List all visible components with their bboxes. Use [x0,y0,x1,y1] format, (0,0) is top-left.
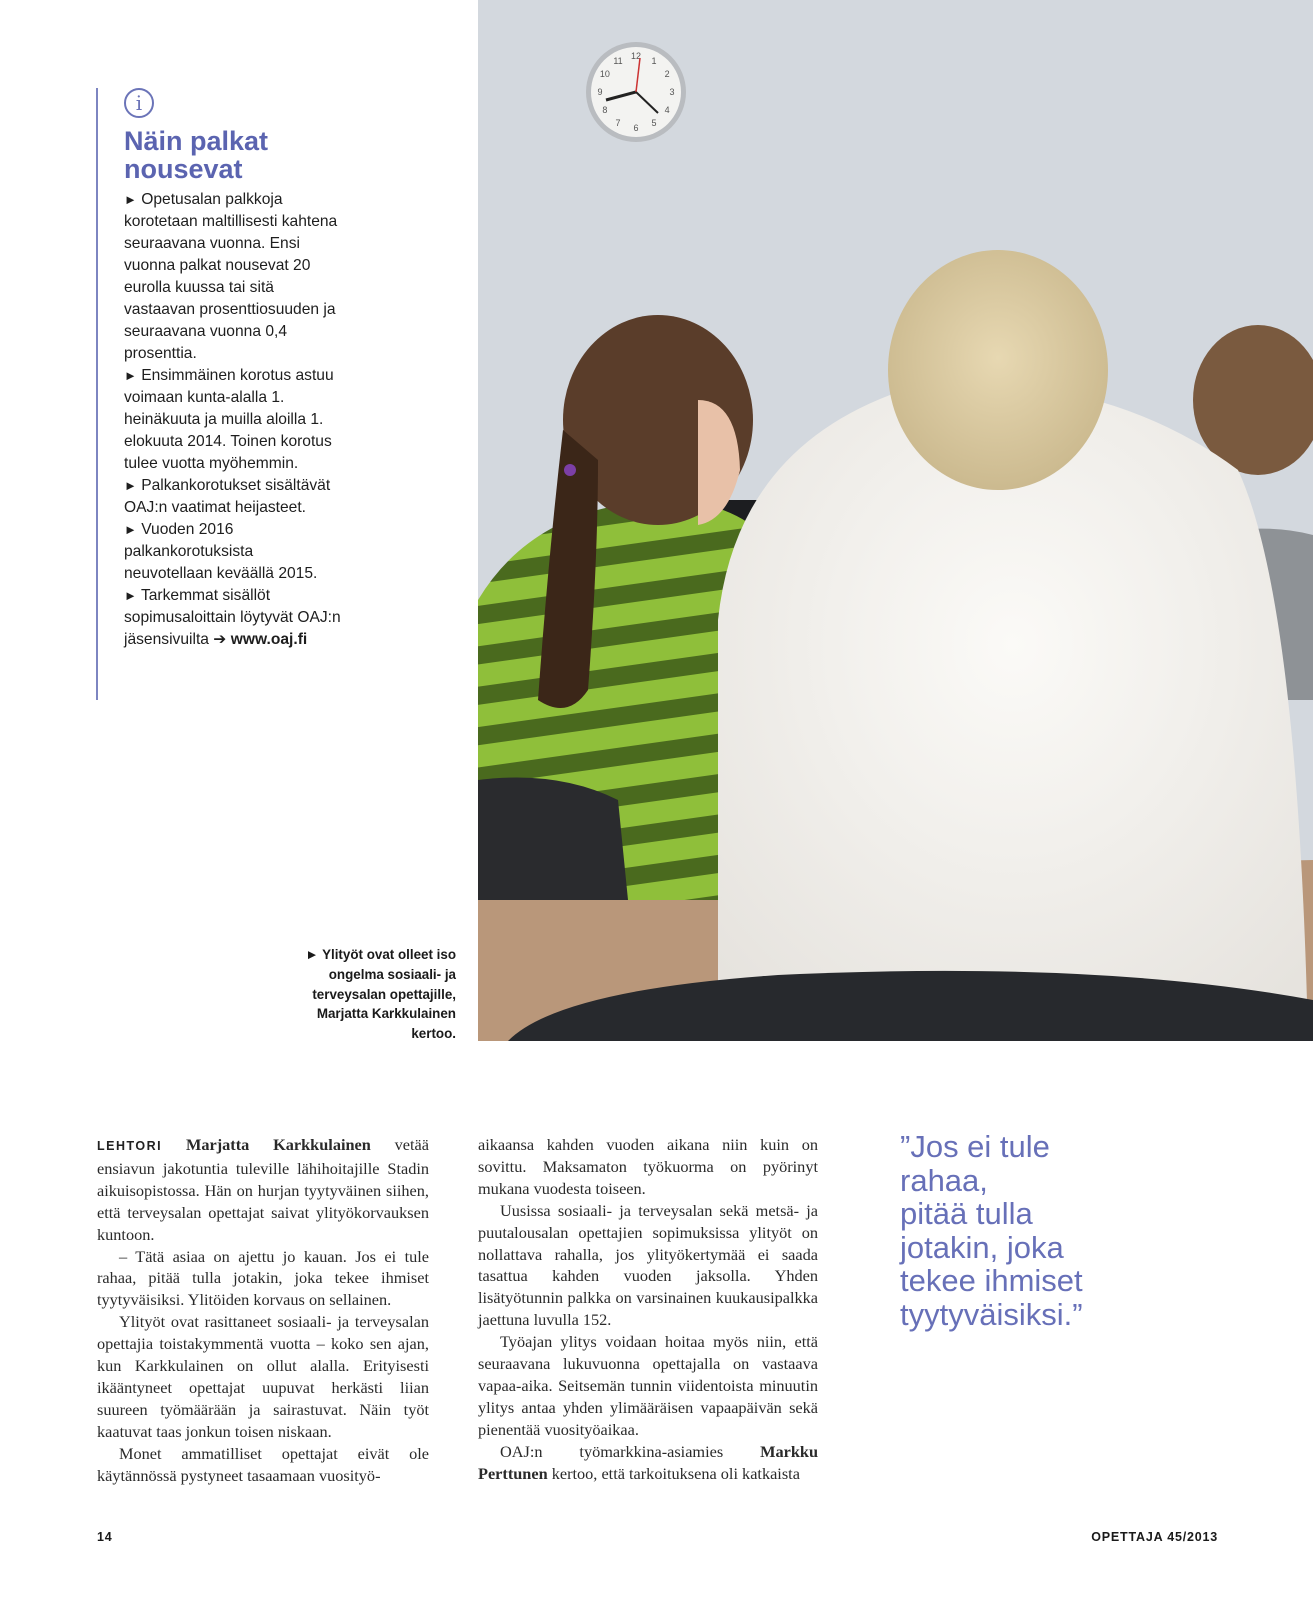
clock-numeral: 7 [615,118,621,129]
person-name: Markku Perttunen [478,1441,818,1483]
clock-numeral: 4 [664,105,670,115]
page-number: 14 [97,1530,113,1544]
clock-numeral: 11 [613,55,623,66]
clock-numeral: 12 [630,51,642,61]
article-column-2 [478,1134,818,1485]
info-item: ► Palkankorotukset sisältävät OAJ:n vaatimat heijasteet. [124,477,331,516]
paragraph: Työajan ylitys voidaan hoitaa myös niin, että seuraavana lukuvuonna opettajalla on vastaava vapaa-aika. Seitsemän tunnin viidentoista minuutin ylitys antaa yhden ylimääräisen vapaapäivän sekä pienentää vuosityöaikaa. [478,1332,818,1439]
paragraph: Ylityöt ovat rasittaneet sosiaali- ja terveysalan opettajia toistakymmentä vuotta – koko sen ajan, kun Karkkulainen on ollut alalla. Erityisesti ikääntyneet opettajat uupuvat herkästi liian suureen työmäärään ja sairastuvat. Näin työt kaatuvat taas jonkun toisen niskaan. [97,1312,429,1441]
pull-quote [900,1130,1140,1331]
info-item: ► Opetusalan palkkoja korotetaan maltillisesti kahtena seuraavana vuonna. Ensi vuonna palkat nousevat 20 eurolla kuussa tai sitä vastaavan prosenttiosuuden ja seuraavana vuonna 0,4 prosenttia. [124,191,338,362]
pull-quote-line: tekee ihmiset [900,1263,1083,1298]
info-item: ► Ensimmäinen korotus astuu voimaan kunta-alalla 1. heinäkuuta ja muilla aloilla 1. elokuuta 2014. Toinen korotus tulee vuotta myöhemmin. [124,367,334,472]
info-item: ► Vuoden 2016 palkankorotuksista neuvotellaan keväällä 2015. [124,521,318,582]
wall-clock [586,42,686,142]
classroom-illustration [478,0,1313,1041]
paragraph: aikaansa kahden vuoden aikana niin kuin on sovittu. Maksamaton työkuorma on pyörinyt mukana vuodesta toiseen. [478,1135,818,1198]
paragraph: – Tätä asiaa on ajettu jo kauan. Jos ei tule rahaa, pitää tulla jotakin, joka tekee ihmiset tyytyväisiksi. Ylitöiden korvaus on sellainen. [97,1246,429,1310]
magazine-issue: OPETTAJA 45/2013 [1091,1530,1218,1544]
clock-numeral: 8 [602,105,608,115]
oaj-link[interactable]: www.oaj.fi [230,631,308,648]
pull-quote-line: ”Jos ei tule [900,1129,1050,1164]
lead-label: LEHTORI [97,1139,163,1153]
clock-numeral: 5 [651,118,657,129]
pull-quote-line: tyytyväisiksi.” [900,1296,1083,1332]
arrow-icon: ➔ [213,631,227,648]
photo-caption: ► Ylityöt ovat olleet iso ongelma sosiaali- ja terveysalan opettajille, Marjatta Karkkulainen kertoo. [305,947,456,1042]
clock-numeral: 2 [664,69,670,79]
paragraph: Monet ammatilliset opettajat eivät ole käytännössä pystyneet tasaamaan vuosityö- [97,1443,429,1485]
clock-numeral: 1 [651,55,657,66]
info-icon: i [124,88,154,118]
lead-paragraph: LEHTORI Marjatta Karkkulainen vetää ensiavun jakotuntia tuleville lähihoitajille Stadin aikuisopistossa. Hän on hurjan tyytyväinen siihen, että terveysalan opettajat saivat ylityökorvauksen kuntoon. [97,1135,430,1244]
info-item: ► Tarkemmat sisällöt sopimusaloittain löytyvät OAJ:n jäsensivuilta ➔ www.oaj.fi [124,587,341,648]
pull-quote-line: pitää tulla [900,1196,1033,1231]
clock-numeral: 9 [597,87,603,97]
info-box-list [124,189,356,651]
pull-quote-line: rahaa, [900,1162,988,1198]
info-box [96,88,356,700]
paragraph: Uusissa sosiaali- ja terveysalan sekä metsä- ja puutalousalan opettajien sopimuksissa ylityöt on nollattava rahalla, jos ylityökertymää ei saada tasattua kahden vuoden jaksolla. Yhden lisätyötunnin palkka on varsinainen kuukausipalkka jaettuna luvulla 152. [478,1200,818,1330]
lead-name: Marjatta Karkkulainen [185,1135,371,1154]
article-column-1 [97,1134,429,1487]
clock-numeral: 3 [669,87,675,97]
clock-numeral: 6 [633,123,639,133]
pull-quote-line: jotakin, joka [900,1229,1064,1265]
clock-numeral: 10 [599,69,610,79]
paragraph: OAJ:n työmarkkina-asiamies Markku Perttunen kertoo, että tarkoituksena oli katkaista [478,1441,818,1483]
classroom-photo [478,0,1313,1041]
info-box-title: Näin palkat nousevat [124,126,269,184]
